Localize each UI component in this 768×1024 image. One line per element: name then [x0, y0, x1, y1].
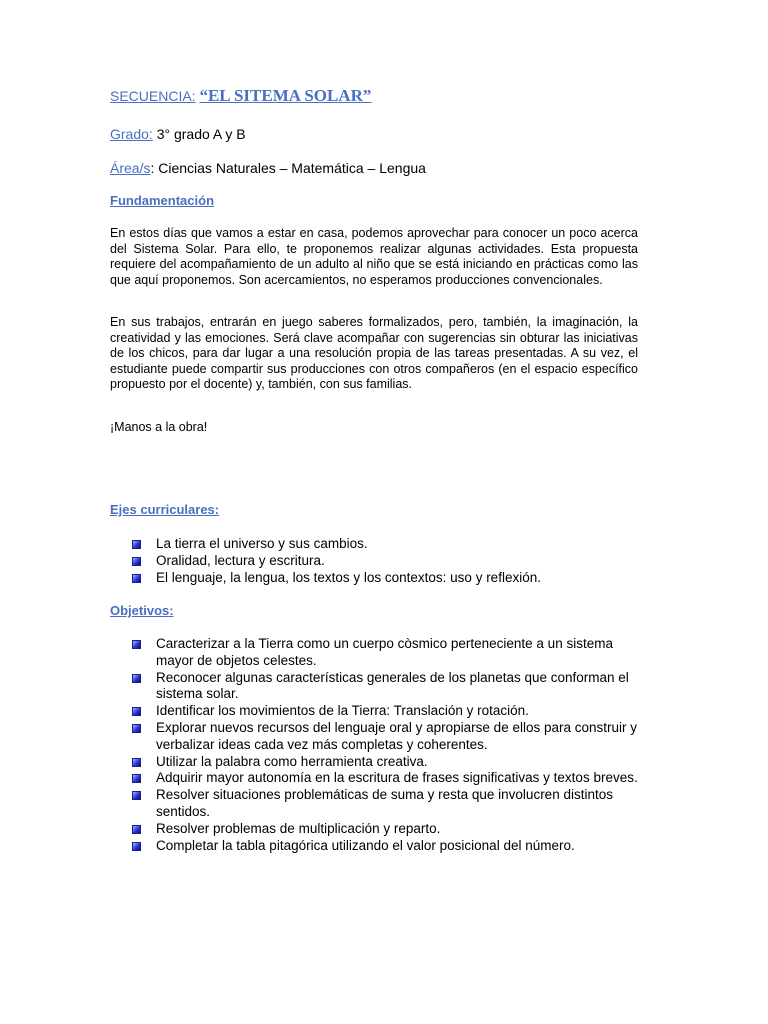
grade-line: [110, 126, 246, 142]
ejes-list-item: [132, 553, 652, 570]
fundamentacion-heading: Fundamentación: [110, 193, 215, 208]
square-bullet-icon: [132, 640, 141, 649]
square-bullet-icon: [132, 842, 141, 851]
fundamentacion-paragraph-1: En estos días que vamos a estar en casa, podemos aprovechar para conocer un poco acerca del Sistema Solar. Para ello, te proponemos realizar algunas actividades. Esta propuesta requiere del acompañamiento de un adulto al niño que se está iniciando en prácticas como las que aquí proponemos. Son acercamientos, no esperamos producciones convencionales.: [110, 226, 638, 287]
objetivos-list-item: [132, 636, 652, 670]
objetivos-list-item: [132, 770, 652, 787]
objetivos-item-text: Adquirir mayor autonomía en la escritura de frases significativas y textos breves.: [156, 770, 638, 786]
areas-value: : Ciencias Naturales – Matemática – Lengua: [150, 160, 426, 176]
areas-label: Área/s: [110, 160, 151, 176]
ejes-item-text: La tierra el universo y sus cambios.: [156, 536, 368, 551]
objetivos-item-text: Caracterizar a la Tierra como un cuerpo còsmico perteneciente a un sistema mayor de objetos celestes.: [156, 636, 613, 668]
ejes-list-item: [132, 536, 652, 553]
objetivos-heading: Objetivos:: [110, 603, 174, 618]
fundamentacion-closing: ¡Manos a la obra!: [110, 420, 208, 434]
square-bullet-icon: [132, 674, 141, 683]
grade-value: 3° grado A y B: [156, 126, 246, 142]
square-bullet-icon: [132, 724, 141, 733]
square-bullet-icon: [132, 774, 141, 783]
objetivos-list: [132, 636, 652, 854]
objetivos-item-text: Resolver problemas de multiplicación y reparto.: [156, 820, 441, 836]
objetivos-item-text: Reconocer algunas características generales de los planetas que conforman el sistema solar.: [156, 669, 629, 702]
square-bullet-icon: [132, 557, 141, 566]
objetivos-list-item: [132, 787, 652, 821]
areas-line: [110, 160, 426, 176]
grade-label: Grado:: [110, 126, 153, 142]
ejes-list-item: [132, 570, 652, 587]
objetivos-list-item: [132, 720, 652, 754]
objetivos-item-text: Identificar los movimientos de la Tierra: Translación y rotación.: [156, 703, 529, 719]
ejes-heading: Ejes curriculares:: [110, 502, 220, 517]
objetivos-list-item: [132, 821, 652, 838]
ejes-list: [132, 536, 652, 586]
fundamentacion-paragraph-2: En sus trabajos, entrarán en juego saberes formalizados, pero, también, la imaginación, la creatividad y las emociones. Será clave acompañar con sugerencias sin obturar las iniciativas de los chicos, para dar lugar a una resolución propia de las tareas presentadas. A su vez, el estudiante puede compartir sus producciones con otros compañeros (en el espacio específico propuesto por el docente) y, también, con sus familias.: [110, 315, 638, 391]
objetivos-list-item: [132, 670, 652, 704]
square-bullet-icon: [132, 758, 141, 767]
objetivos-item-text: Explorar nuevos recursos del lenguaje oral y apropiarse de ellos para construir y verbalizar ideas cada vez más completas y coherentes.: [156, 719, 638, 752]
sequence-title: “EL SITEMA SOLAR”: [199, 86, 372, 105]
square-bullet-icon: [132, 791, 141, 800]
objetivos-list-item: [132, 838, 652, 855]
sequence-label: SECUENCIA:: [110, 88, 196, 104]
square-bullet-icon: [132, 540, 141, 549]
ejes-item-text: Oralidad, lectura y escritura.: [156, 552, 325, 568]
sequence-title-line: [110, 86, 371, 106]
objetivos-item-text: Completar la tabla pitagórica utilizando el valor posicional del número.: [156, 837, 575, 853]
ejes-item-text: El lenguaje, la lengua, los textos y los contextos: uso y reflexión.: [156, 569, 541, 585]
objetivos-list-item: [132, 754, 652, 771]
square-bullet-icon: [132, 825, 141, 834]
square-bullet-icon: [132, 707, 141, 716]
objetivos-item-text: Resolver situaciones problemáticas de suma y resta que involucren distintos sentidos.: [156, 787, 613, 819]
square-bullet-icon: [132, 574, 141, 583]
objetivos-list-item: [132, 703, 652, 720]
objetivos-item-text: Utilizar la palabra como herramienta creativa.: [156, 753, 428, 769]
